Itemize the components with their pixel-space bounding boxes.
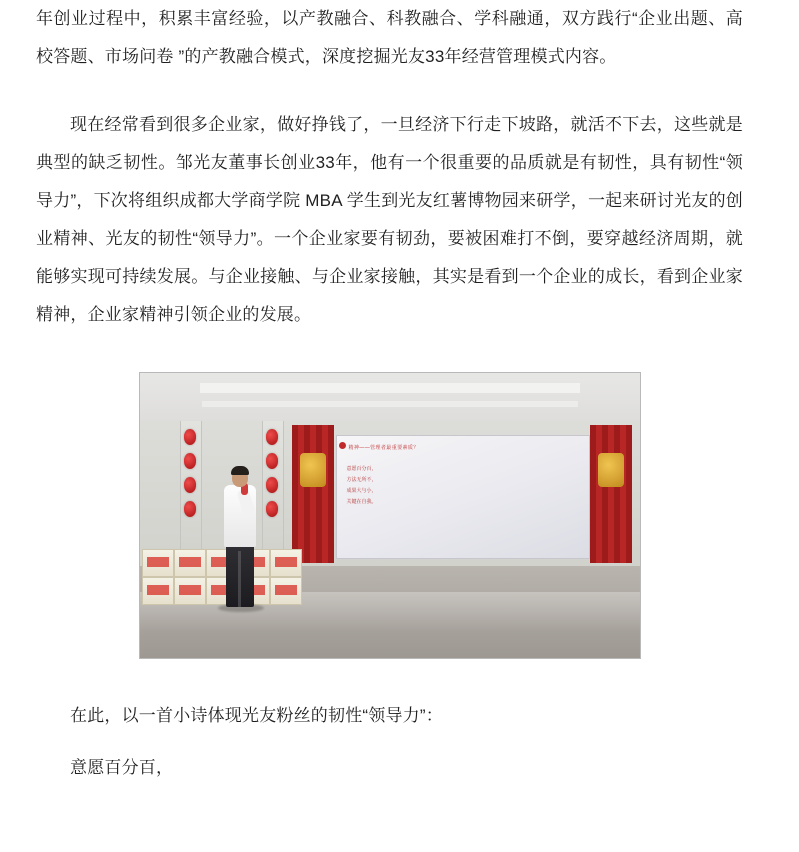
speaker-hair (231, 466, 249, 475)
lecture-photo (139, 372, 641, 659)
lantern-icon (266, 429, 278, 445)
lantern-icon (266, 501, 278, 517)
screen-title: 精神——管理者最重要素质？ (348, 445, 419, 451)
red-drape-right (590, 425, 632, 563)
paragraph-2: 现在经常看到很多企业家，做好挣钱了，一旦经济下行走下坡路，就活不下去，这些就是典型的缺乏韧性。邹光友董事长创业33年，他有一个很重要的品质就是有韧性，具有韧性“领导力”，下次将组织成都大学商学院 MBA 学生到光友红薯博物园来研学，一起来研讨光友的创业精神、光友的韧性“领导力”。一个企业家要有韧劲，要被困难打不倒，要穿越经济周期，就能够实现可持续发展。与企业接触、与企业家接触，其实是看到一个企业的成长，看到企业家精神，企业家精神引领企业的发展。 (36, 115, 743, 324)
figure-spacer-top (36, 334, 743, 372)
lantern-icon (184, 477, 196, 493)
gold-ornament-left (300, 453, 326, 487)
screen-poem-line: 方法无所不， (346, 477, 377, 483)
paragraph-3: 在此，以一首小诗体现光友粉丝的韧性“领导力”： (70, 706, 443, 725)
gold-ornament-right (598, 453, 624, 487)
screen-poem-line: 关键在自我。 (346, 499, 377, 505)
red-drape-left (292, 425, 334, 563)
screen-poem (347, 464, 377, 508)
screen-logo-icon (339, 442, 346, 449)
product-box (142, 577, 174, 605)
lecture-photo-figure (36, 372, 743, 659)
photo-ceiling (140, 373, 640, 421)
product-box (270, 549, 302, 577)
paragraph-4: 意愿百分百， (70, 758, 174, 777)
speaker-legs (226, 545, 254, 607)
product-box (174, 549, 206, 577)
product-box (270, 577, 302, 605)
product-box (174, 577, 206, 605)
lantern-icon (266, 477, 278, 493)
screen-poem-line: 意愿百分百， (346, 466, 377, 472)
screen-poem-line: 成果大与小， (346, 488, 377, 494)
product-box (142, 549, 174, 577)
projection-screen (336, 435, 590, 559)
poem-spacer (36, 735, 743, 749)
paragraph-spacer (36, 76, 743, 106)
lantern-icon (184, 501, 196, 517)
lantern-icon (184, 429, 196, 445)
figure-spacer-bottom (36, 659, 743, 697)
paragraph-1: 年创业过程中，积累丰富经验，以产教融合、科教融合、学科融通，双方践行“企业出题、高校答题、市场问卷 ”的产教融合模式，深度挖掘光友33年经营管理模式内容。 (36, 9, 743, 66)
lantern-icon (266, 453, 278, 469)
lantern-icon (184, 453, 196, 469)
